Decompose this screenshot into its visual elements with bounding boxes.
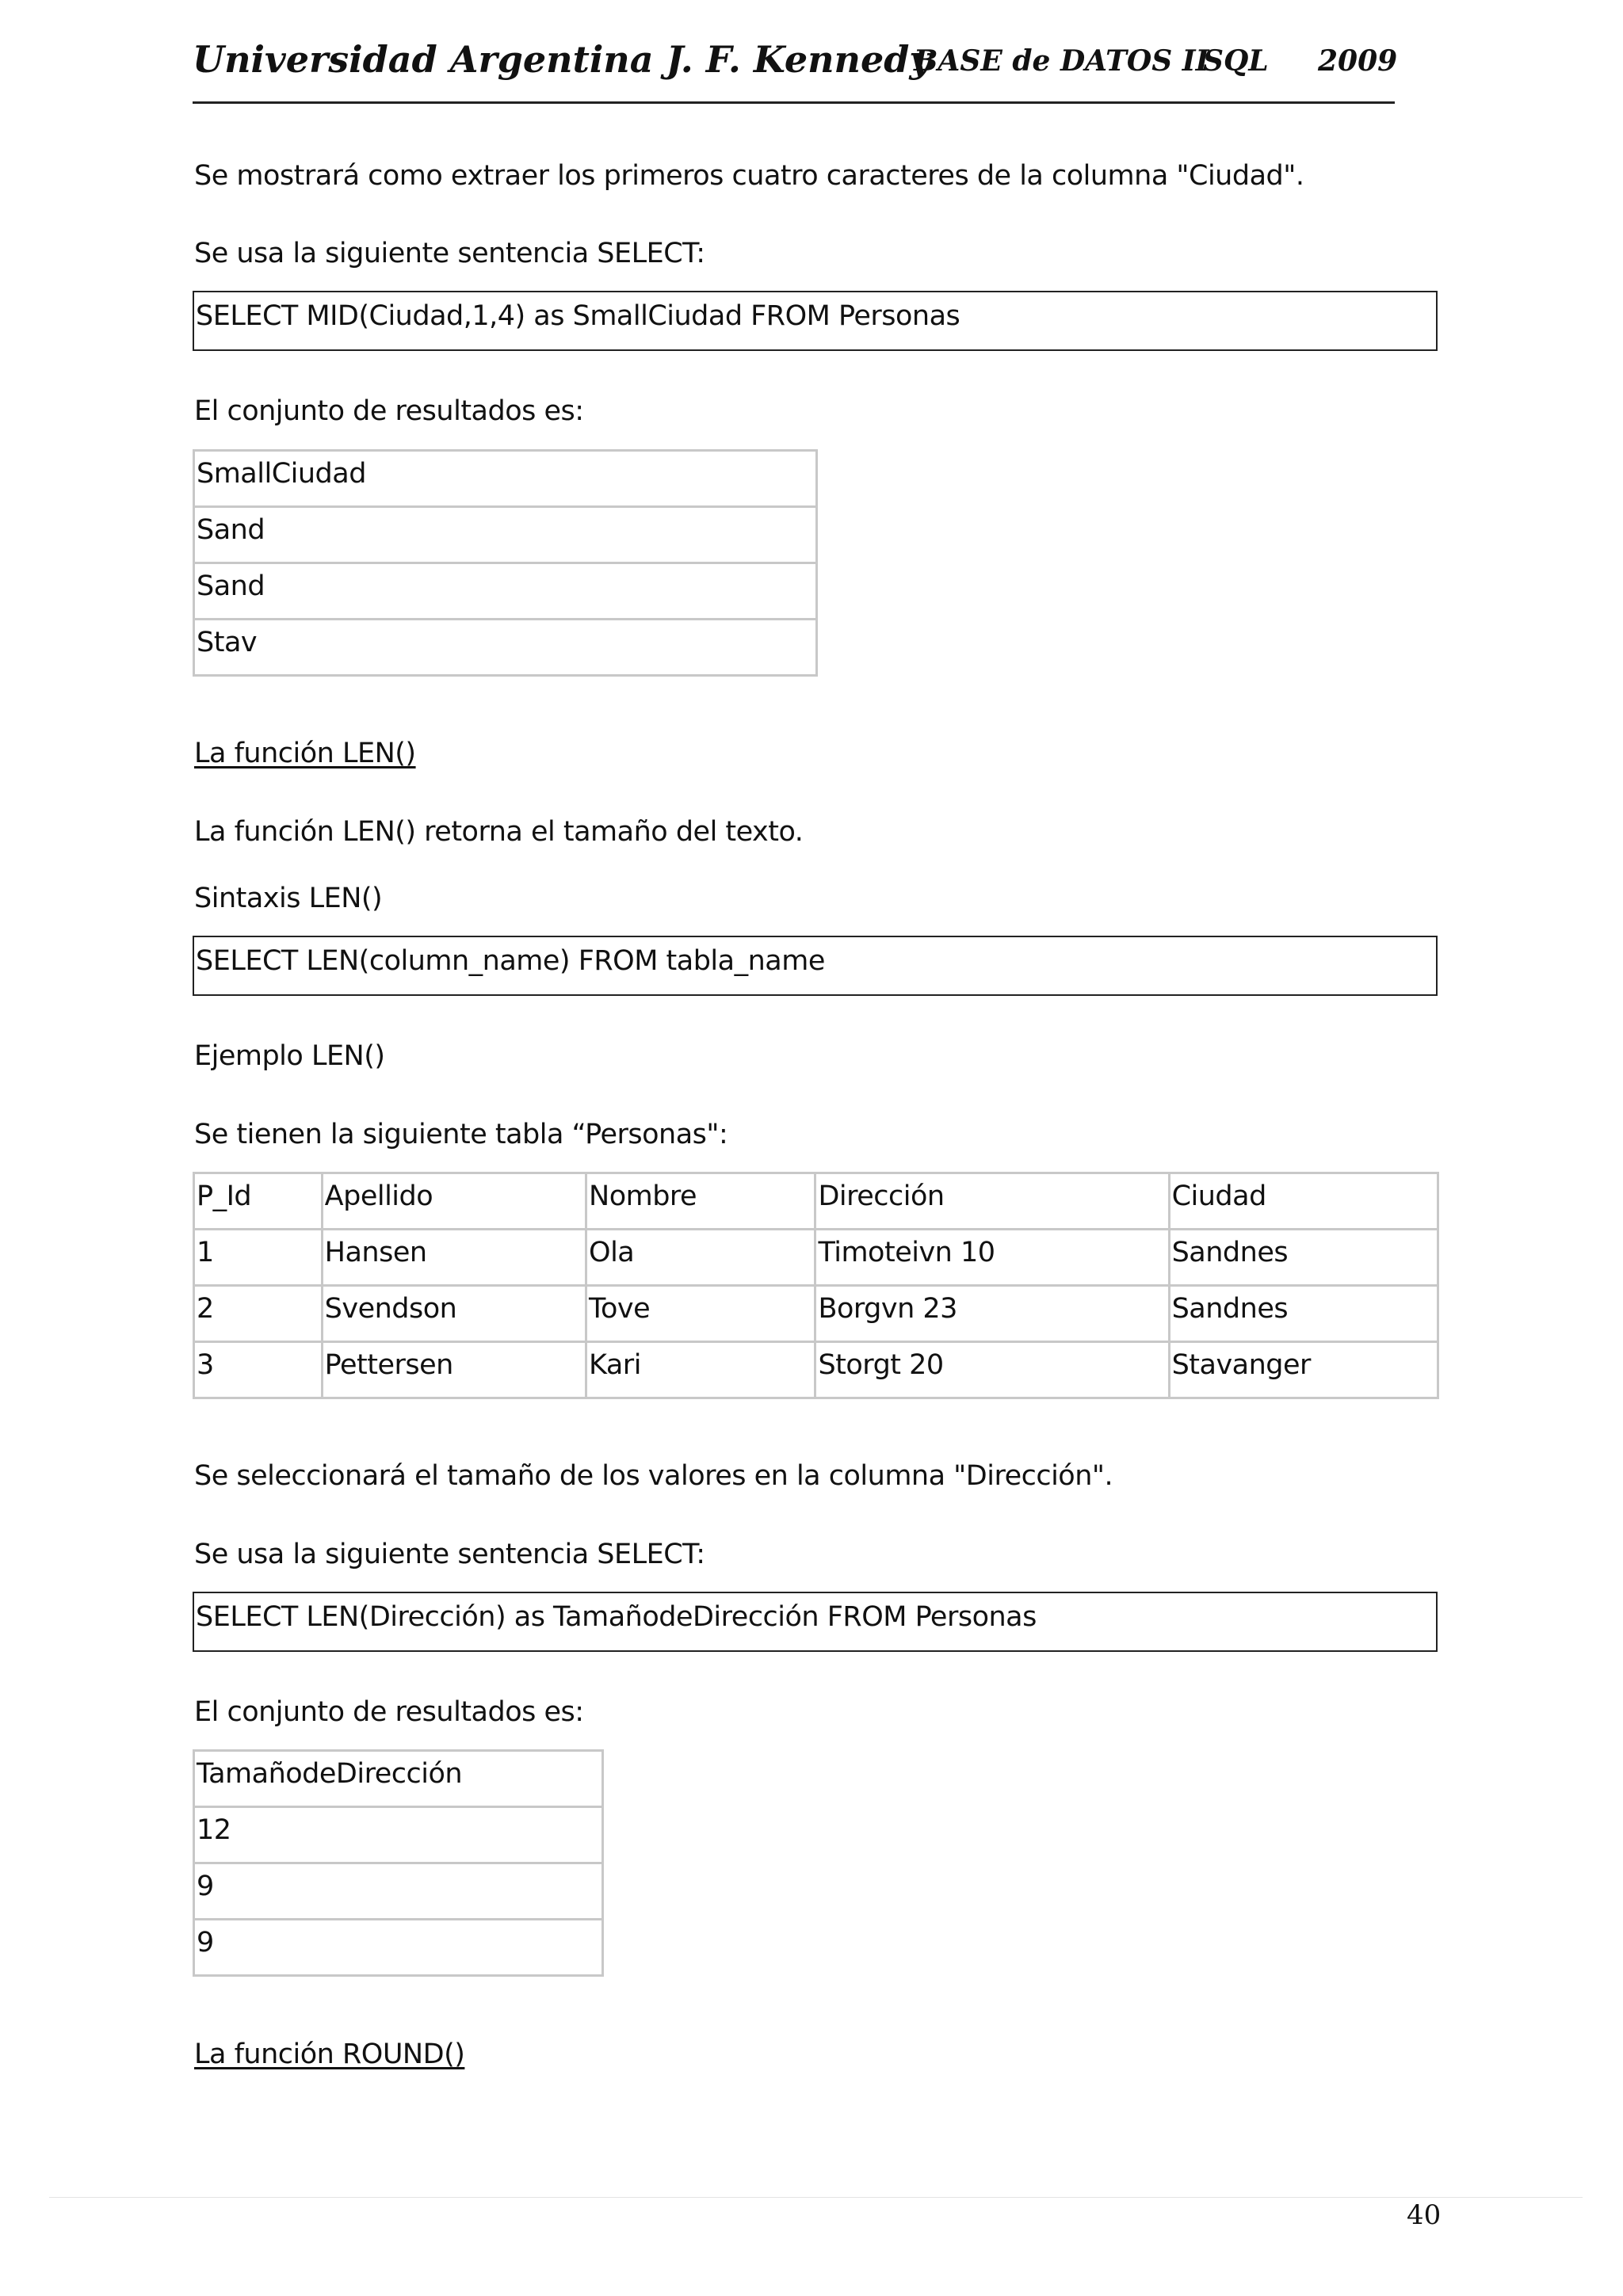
header-title: Universidad Argentina J. F. Kennedy [193,38,931,81]
personas-table [193,1172,1439,1399]
table-header-cell: Ciudad [1169,1173,1438,1230]
table-cell: Kari [586,1342,815,1398]
table-header-cell: Apellido [322,1173,586,1230]
table-row [194,620,817,676]
table-row [194,1807,603,1863]
paragraph-len-syntax: Sintaxis LEN() [194,883,383,914]
table-cell: Ola [586,1230,815,1286]
table-header-row [194,1173,1438,1230]
table-cell: Stav [194,620,817,676]
table-cell: Sandnes [1169,1230,1438,1286]
table-header-cell: TamañodeDirección [194,1751,603,1807]
table-cell: 2 [194,1286,323,1342]
table-row [194,1920,603,1976]
table-row [194,1863,603,1920]
table-header-cell: Nombre [586,1173,815,1230]
paragraph-select-1: Se usa la siguiente sentencia SELECT: [194,238,705,269]
table-cell: 1 [194,1230,323,1286]
paragraph-results-1: El conjunto de resultados es: [194,395,584,427]
table-cell: 9 [194,1863,603,1920]
table-row [194,1286,1438,1342]
paragraph-select-2: Se usa la siguiente sentencia SELECT: [194,1539,705,1570]
table-row [194,1230,1438,1286]
result-table-tamano [193,1749,604,1977]
table-cell: Hansen [322,1230,586,1286]
table-cell: 3 [194,1342,323,1398]
header-year: 2009 [1318,44,1398,78]
table-cell: Sand [194,563,817,620]
table-cell: 12 [194,1807,603,1863]
table-row [194,1342,1438,1398]
page-header [193,32,1398,104]
page-number: 40 [1407,2199,1442,2231]
table-header-cell: SmallCiudad [194,451,817,507]
table-header-cell: P_Id [194,1173,323,1230]
paragraph-personas-intro: Se tienen la siguiente tabla “Personas": [194,1119,728,1150]
table-header-cell: Dirección [815,1173,1169,1230]
table-cell: Sand [194,507,817,563]
table-row [194,563,817,620]
paragraph-mid-intro: Se mostrará como extraer los primeros cuatro caracteres de la columna "Ciudad". [194,160,1304,192]
table-cell: Svendson [322,1286,586,1342]
code-box-len-direccion: SELECT LEN(Dirección) as TamañodeDirección FROM Personas [193,1592,1438,1652]
paragraph-len-direccion: Se seleccionará el tamaño de los valores en la columna "Dirección". [194,1460,1113,1492]
header-lang: SQL [1203,44,1269,78]
result-table-smallciudad [193,449,818,677]
table-cell: Timoteivn 10 [815,1230,1169,1286]
table-cell: Pettersen [322,1342,586,1398]
header-course: BASE de DATOS II [914,44,1209,78]
table-cell: 9 [194,1920,603,1976]
footer-divider [49,2197,1583,2198]
table-cell: Storgt 20 [815,1342,1169,1398]
section-heading-len: La función LEN() [194,738,416,769]
code-box-mid: SELECT MID(Ciudad,1,4) as SmallCiudad FROM Personas [193,291,1438,351]
paragraph-results-2: El conjunto de resultados es: [194,1696,584,1728]
table-header-row [194,451,817,507]
table-row [194,507,817,563]
table-header-row [194,1751,603,1807]
table-cell: Tove [586,1286,815,1342]
table-cell: Stavanger [1169,1342,1438,1398]
table-cell: Sandnes [1169,1286,1438,1342]
section-heading-round: La función ROUND() [194,2039,465,2070]
paragraph-len-description: La función LEN() retorna el tamaño del texto. [194,816,804,848]
code-box-len-syntax: SELECT LEN(column_name) FROM tabla_name [193,936,1438,996]
table-cell: Borgvn 23 [815,1286,1169,1342]
paragraph-len-example: Ejemplo LEN() [194,1040,385,1072]
